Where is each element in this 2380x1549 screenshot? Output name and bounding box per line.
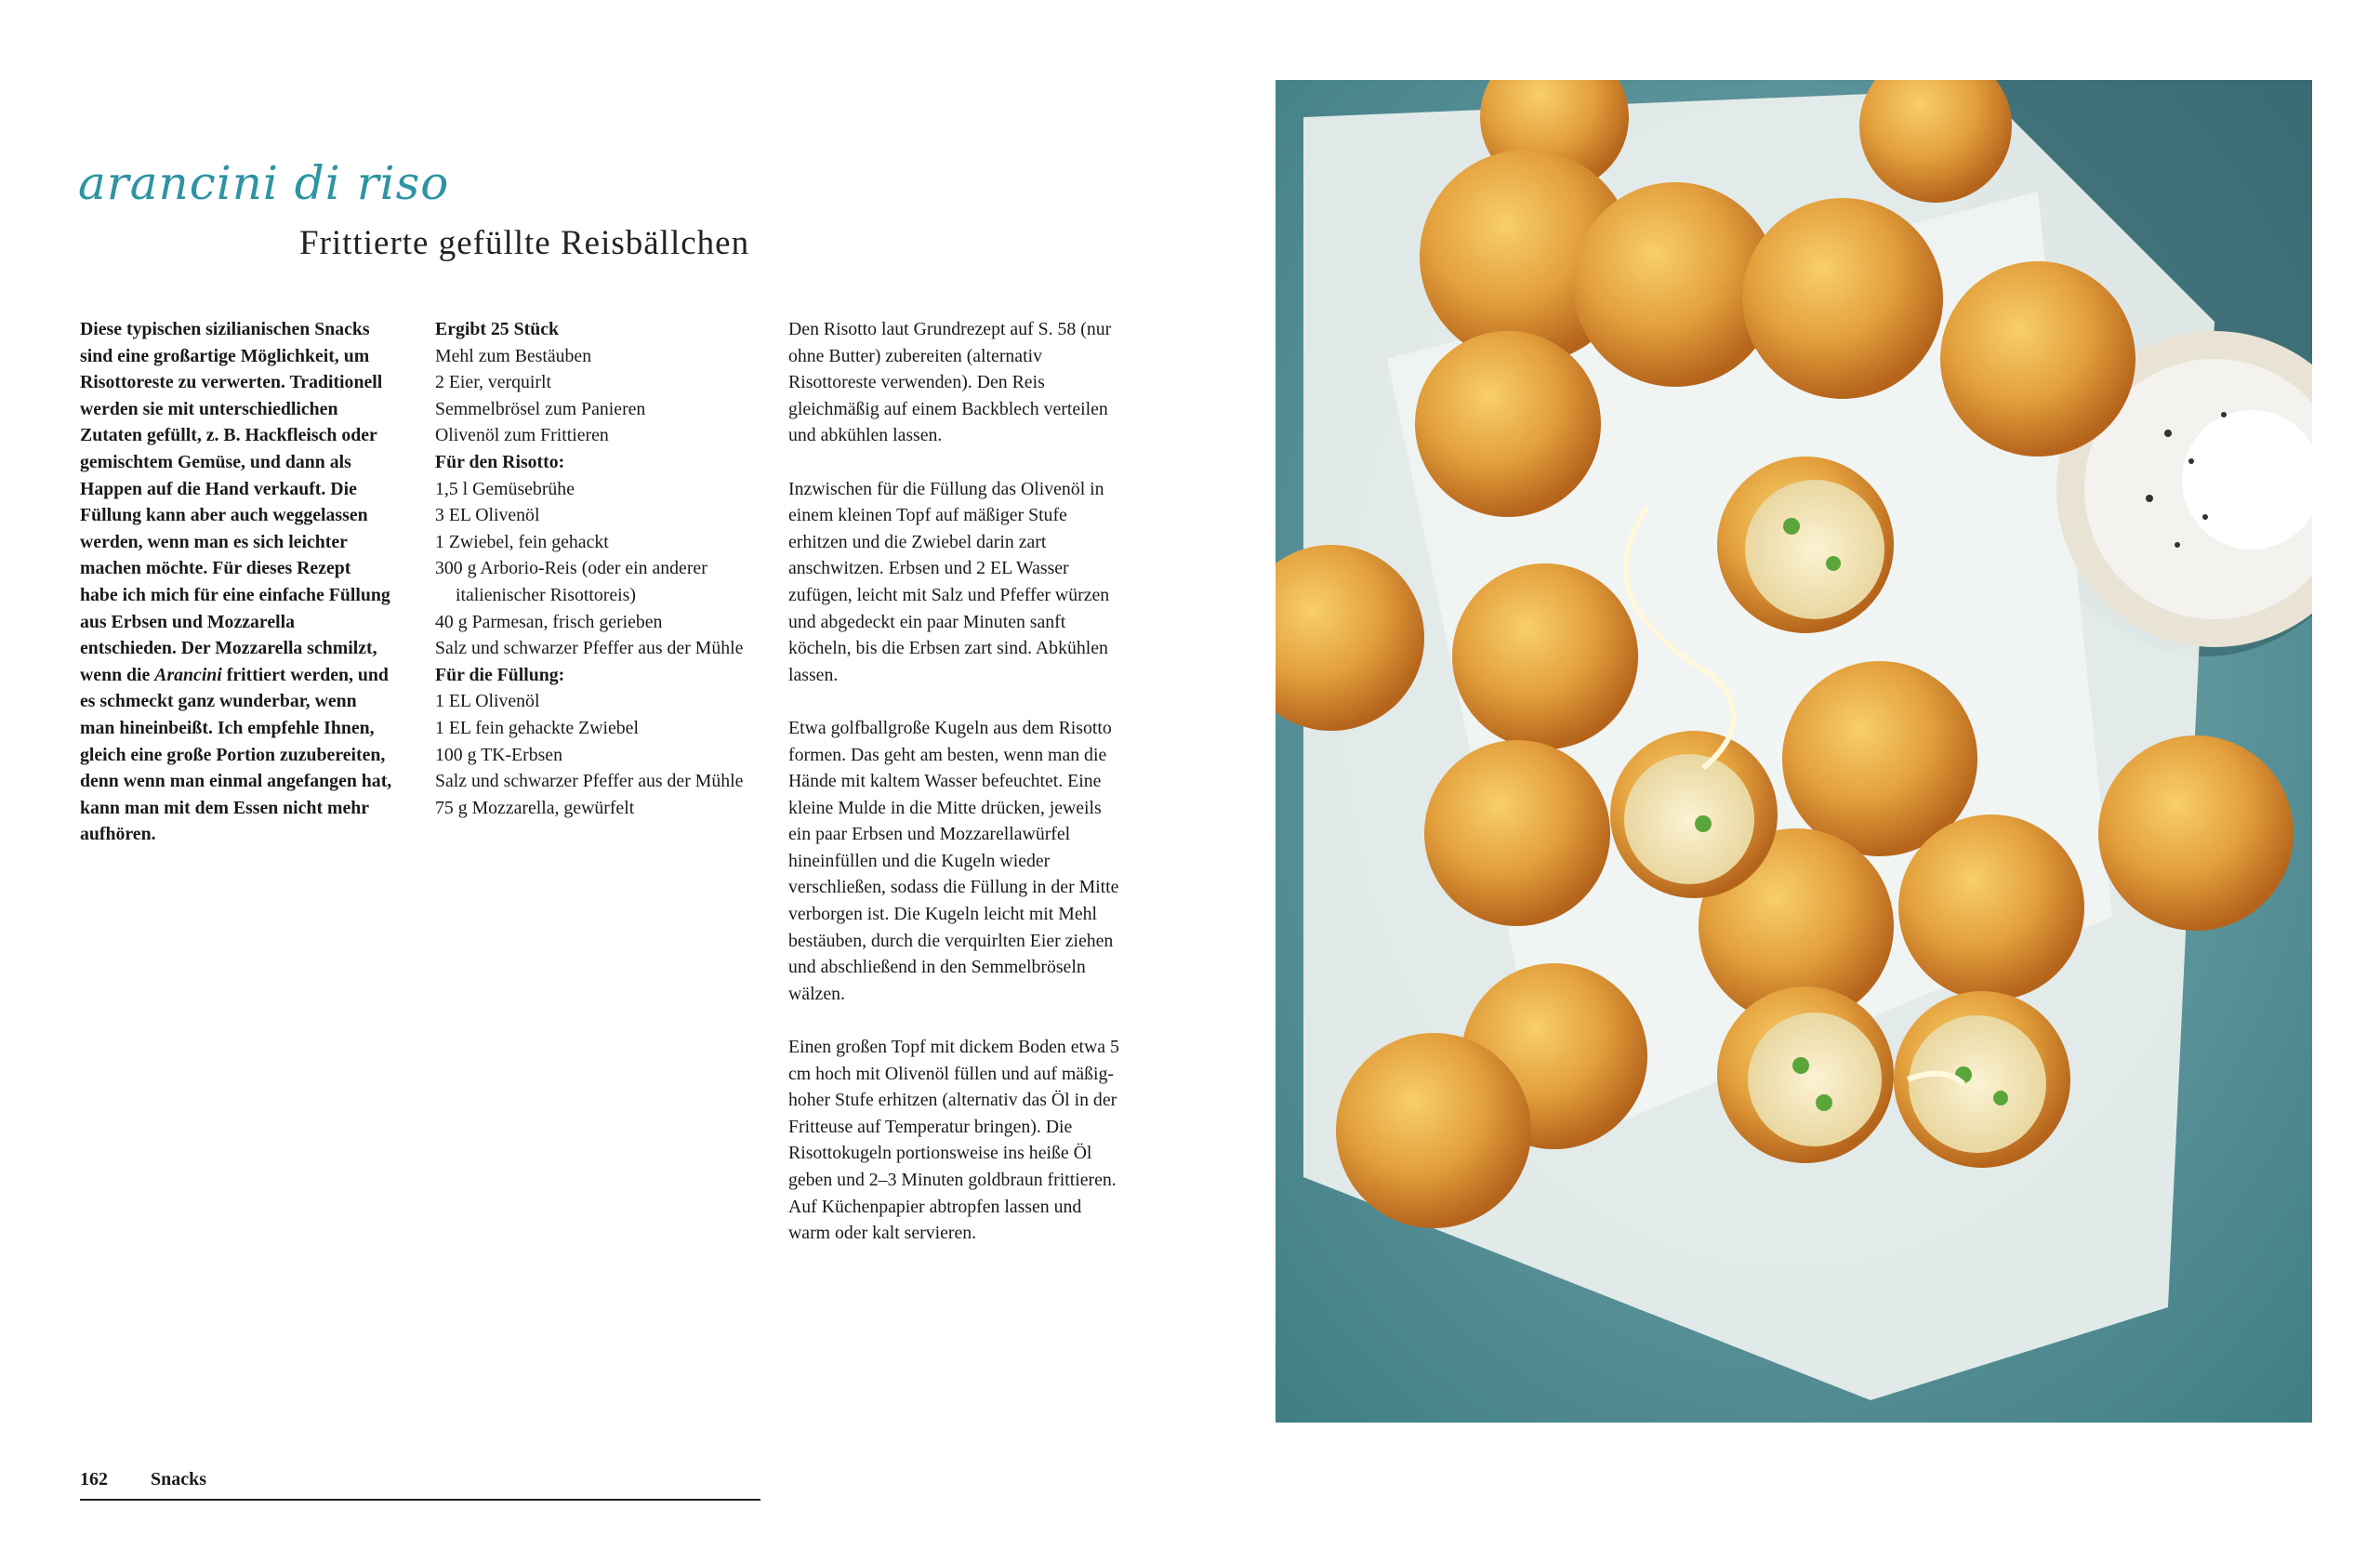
yield: Ergibt 25 Stück bbox=[435, 319, 559, 339]
ingredients-risotto bbox=[435, 476, 751, 662]
ingredient-item: Mehl zum Bestäuben bbox=[435, 345, 592, 366]
intro-text-1: Diese typischen sizilianischen Snacks sind eine großartige Möglichkeit, um Risottoreste zu verwerten. Traditionell werden sie mit unterschiedlichen Zutaten gefüllt, z. B. Hackfleisch oder gemischtem Gemüse, und dann als Happen auf die Hand verkauft. Die Füllung kann aber auch weggelassen werden, wenn man es sich leichter machen möchte. Für dieses Rezept habe ich mich für eine einfache Füllung aus Erbsen und Mozzarella entschieden. Der Mozzarella schmilzt, wenn die bbox=[80, 319, 390, 685]
ingredient-item: Semmelbrösel zum Panieren bbox=[435, 398, 646, 419]
ingredient-item: 2 Eier, verquirlt bbox=[435, 372, 551, 393]
intro-column bbox=[80, 316, 392, 848]
intro-text-italic: Arancini bbox=[154, 664, 222, 685]
ingredient-item: 3 EL Olivenöl bbox=[435, 505, 540, 526]
page-number: 162 bbox=[80, 1469, 108, 1489]
intro-paragraph bbox=[80, 316, 392, 848]
page-footer bbox=[80, 1469, 760, 1501]
recipe-subtitle: Frittierte gefüllte Reisbällchen bbox=[299, 224, 750, 262]
ingredient-item: 100 g TK-Erbsen bbox=[435, 744, 562, 765]
filling-heading: Für die Füllung: bbox=[435, 664, 565, 685]
section-name: Snacks bbox=[151, 1469, 207, 1489]
method-column bbox=[788, 316, 1123, 1273]
method-step: Inzwischen für die Füllung das Olivenöl in einem kleinen Topf auf mäßiger Stufe erhitzen und die Zwiebel darin zart anschwitzen. Erbsen und 2 EL Wasser zufügen, leicht mit Salz und Pfeffer würzen und abgedeckt ein paar Minuten sanft köcheln, bis die Erbsen zart sind. Abkühlen lassen. bbox=[788, 478, 1110, 685]
ingredient-item: 1 EL Olivenöl bbox=[435, 691, 540, 712]
ingredients-column bbox=[435, 316, 751, 821]
risotto-heading: Für den Risotto: bbox=[435, 451, 565, 472]
ingredient-item: 1 Zwiebel, fein gehackt bbox=[435, 531, 609, 552]
ingredient-item: 1 EL fein gehackte Zwiebel bbox=[435, 717, 639, 738]
recipe-title-script: arancini di riso bbox=[78, 156, 450, 210]
method-step: Den Risotto laut Grundrezept auf S. 58 (nur ohne Butter) zubereiten (alternativ Risottoreste verwenden). Den Reis gleichmäßig auf einem Backblech verteilen und abkühlen lassen. bbox=[788, 319, 1112, 446]
method-step: Etwa golfballgroße Kugeln aus dem Risotto formen. Das geht am besten, wenn man die Hände mit kaltem Wasser befeuchtet. Eine kleine Mulde in die Mitte drücken, jeweils ein paar Erbsen und Mozzarellawürfel hineinfüllen und die Kugeln wieder verschließen, sodass die Füllung in der Mitte verborgen ist. Die Kugeln leicht mit Mehl bestäuben, durch die verquirlten Eier ziehen und abschließend in den Semmelbröseln wälzen. bbox=[788, 717, 1119, 1004]
ingredients-main bbox=[435, 343, 751, 449]
method-step: Einen großen Topf mit dickem Boden etwa 5 cm hoch mit Olivenöl füllen und auf mäßig-hoher Stufe erhitzen (alternativ das Öl in der Fritteuse auf Temperatur bringen). Die Risottokugeln portionsweise ins heiße Öl geben und 2–3 Minuten goldbraun frittieren. Auf Küchenpapier abtropfen lassen und warm oder kalt servieren. bbox=[788, 1037, 1119, 1244]
ingredient-item: 40 g Parmesan, frisch gerieben bbox=[435, 611, 663, 632]
ingredient-item: Olivenöl zum Frittieren bbox=[435, 425, 609, 446]
arancini-photo-illustration bbox=[1276, 80, 2312, 1423]
ingredient-item: 1,5 l Gemüsebrühe bbox=[435, 478, 575, 499]
ingredient-item: Salz und schwarzer Pfeffer aus der Mühle bbox=[435, 638, 744, 659]
food-photo bbox=[1276, 80, 2312, 1423]
ingredient-item: 300 g Arborio-Reis (oder ein anderer italienischer Risottoreis) bbox=[435, 558, 707, 605]
ingredient-item: Salz und schwarzer Pfeffer aus der Mühle bbox=[435, 771, 744, 792]
ingredient-item: 75 g Mozzarella, gewürfelt bbox=[435, 797, 635, 818]
intro-text-2: frittiert werden, und es schmeckt ganz wunderbar, wenn man hineinbeißt. Ich empfehle Ihnen, gleich eine große Portion zuzubereiten, denn wenn man einmal angefangen hat, kann man mit dem Essen nicht mehr aufhören. bbox=[80, 664, 392, 845]
ingredients-filling bbox=[435, 688, 751, 821]
